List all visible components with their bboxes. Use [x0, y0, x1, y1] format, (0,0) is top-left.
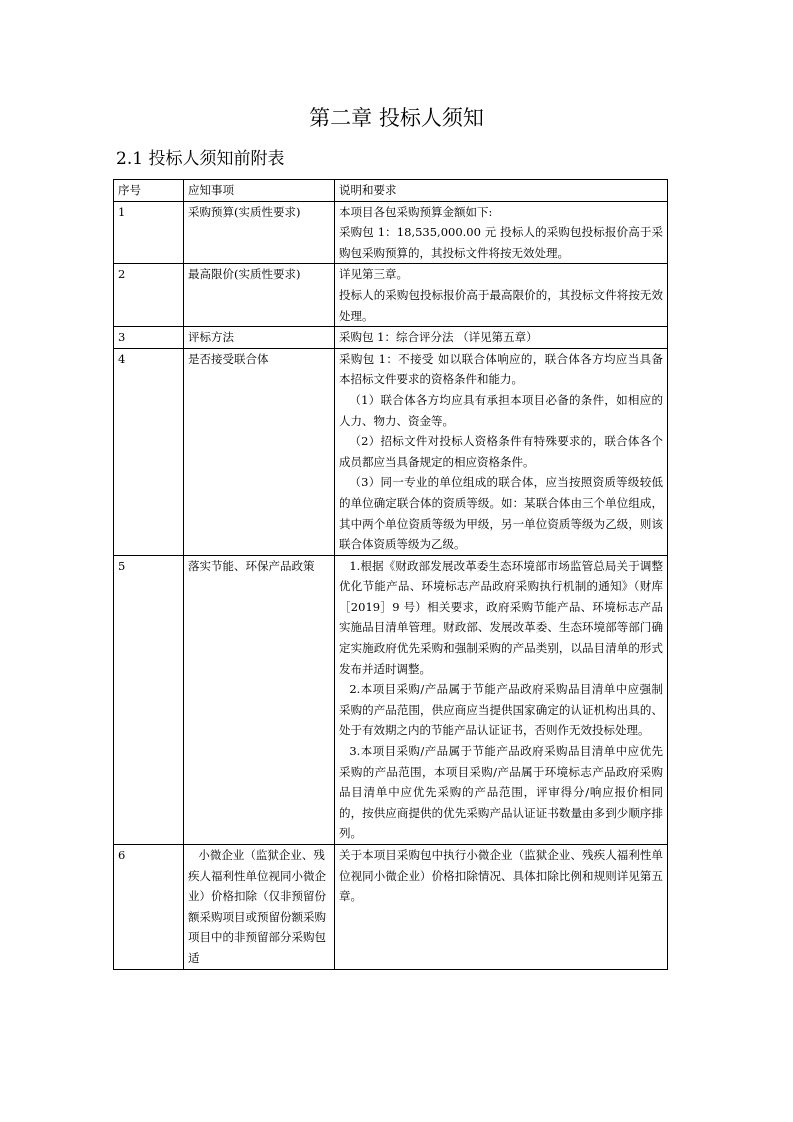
row-no: 6	[114, 845, 184, 970]
row-item: 评标方法	[184, 327, 335, 349]
row-item: 采购预算(实质性要求)	[184, 201, 335, 264]
header-item: 应知事项	[184, 180, 335, 202]
table-row	[114, 201, 668, 264]
table-row	[114, 264, 668, 327]
row-no: 1	[114, 201, 184, 264]
row-item	[184, 845, 335, 970]
section-title: 2.1 投标人须知前附表	[116, 149, 285, 169]
bidder-notice-table	[113, 179, 668, 970]
header-description: 说明和要求	[335, 180, 668, 202]
description-paragraph: 采购包 1：18,535,000.00 元 投标人的采购包投标报价高于采购包采购预算的，其投标文件将按无效处理。	[339, 225, 663, 260]
table-row	[114, 348, 668, 555]
description-paragraph: 采购包 1：不接受 如以联合体响应的，联合体各方均应当具备本招标文件要求的资格条件和能力。	[339, 351, 663, 387]
row-description	[335, 845, 668, 970]
table-header-row	[114, 180, 668, 202]
row-item: 最高限价(实质性要求)	[184, 264, 335, 327]
description-paragraph: 投标人的采购包投标报价高于最高限价的，其投标文件将按无效处理。	[339, 287, 663, 323]
row-description	[335, 555, 668, 844]
description-paragraph: 本项目各包采购预算金额如下:	[339, 204, 493, 219]
chapter-title: 第二章 投标人须知	[309, 106, 484, 130]
row-no: 2	[114, 264, 184, 327]
row-no: 5	[114, 555, 184, 844]
table-row	[114, 845, 668, 970]
row-no: 4	[114, 348, 184, 555]
row-item: 是否接受联合体	[184, 348, 335, 555]
description-paragraph: （2）招标文件对投标人资格条件有特殊要求的，联合体各个成员都应当具备规定的相应资格条件。	[339, 434, 663, 469]
description-paragraph: 采购包 1：综合评分法 （详见第五章）	[339, 330, 538, 345]
description-paragraph: 3.本项目采购/产品属于节能产品政府采购品目清单中应优先采购的产品范围，本项目采购/产品属于环境标志产品政府采购品目清单中应优先采购的产品范围，评审得分/响应报价相同的，按供应商提供的优先采购产品认证证书数量由多到少顺序排列。	[339, 744, 663, 841]
row-description	[335, 201, 668, 264]
row-description	[335, 264, 668, 327]
description-paragraph: 1.根据《财政部发展改革委生态环境部市场监管总局关于调整优化节能产品、环境标志产品政府采购执行机制的通知》（财库［2019］9 号）相关要求，政府采购节能产品、环境标志产品实施品目清单管理。财政部、发展改革委、生态环境部等部门确定实施政府优先采购和强制采购的产品类别，以品目清单的形式发布并适时调整。	[339, 558, 663, 676]
row-description	[335, 348, 668, 555]
description-paragraph: （1）联合体各方均应具有承担本项目必备的条件，如相应的人力、物力、资金等。	[339, 392, 663, 428]
row-item-text: 小微企业（监狱企业、残疾人福利性单位视同小微企业）价格扣除（仅非预留份额采购项目或预留份额采购项目中的非预留部分采购包适	[188, 848, 326, 965]
row-description	[335, 327, 668, 349]
table-row	[114, 327, 668, 349]
description-paragraph: 关于本项目采购包中执行小微企业（监狱企业、残疾人福利性单位视同小微企业）价格扣除情况、具体扣除比例和规则详见第五章。	[339, 848, 663, 904]
header-no: 序号	[114, 180, 184, 202]
description-paragraph: 详见第三章。	[339, 267, 408, 282]
description-paragraph: 2.本项目采购/产品属于节能产品政府采购品目清单中应强制采购的产品范围，供应商应当提供国家确定的认证机构出具的、处于有效期之内的节能产品认证证书，否则作无效投标处理。	[339, 682, 663, 738]
table-row	[114, 555, 668, 844]
row-no: 3	[114, 327, 184, 349]
row-item: 落实节能、环保产品政策	[184, 555, 335, 844]
description-paragraph: （3）同一专业的单位组成的联合体，应当按照资质等级较低的单位确定联合体的资质等级。如：某联合体由三个单位组成，其中两个单位资质等级为甲级，另一单位资质等级为乙级，则该联合体资质等级为乙级。	[339, 475, 663, 552]
